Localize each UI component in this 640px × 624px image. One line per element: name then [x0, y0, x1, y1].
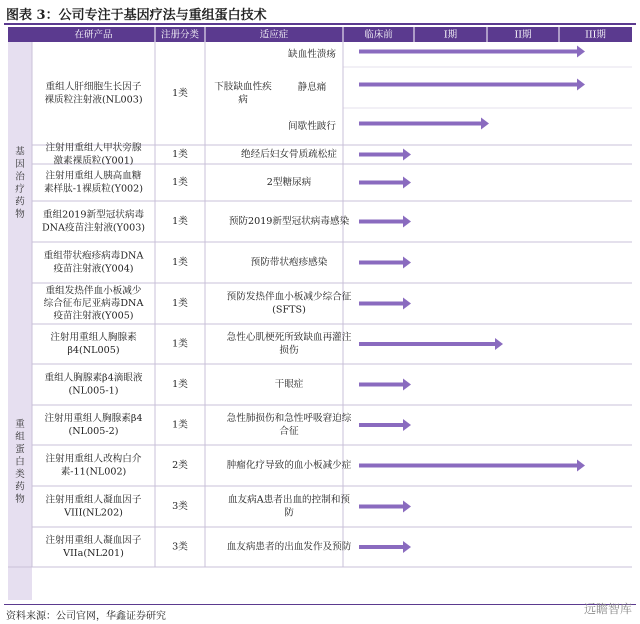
stage-arrow-head — [577, 79, 585, 91]
indication-text: 血友病患者的出血发作及预防 — [226, 541, 352, 553]
indication-text: 损伤 — [279, 344, 299, 356]
product-name: 注射用重组人改构白介 — [45, 453, 142, 465]
group-label-char: 重 — [15, 419, 25, 430]
indication-text: 预防发热伴血小板减少综合征 — [226, 291, 352, 303]
product-name: (NL005-2) — [68, 425, 119, 437]
source-note: 资料来源：公司官网，华鑫证券研究 — [6, 611, 166, 622]
stage-arrow — [359, 464, 578, 468]
stage-arrow — [359, 181, 404, 185]
product-name: 注射用重组人凝血因子 — [45, 494, 142, 506]
product-name: 疫苗注射液(Y005) — [53, 310, 134, 322]
column-header: 在研产品 — [74, 29, 113, 41]
product-name: 激素裸质粒(Y001) — [53, 155, 134, 167]
column-header: 注册分类 — [160, 29, 200, 41]
stage-arrow-head — [403, 149, 411, 161]
stage-arrow — [359, 505, 404, 509]
registration-class: 1类 — [172, 379, 188, 390]
registration-class: 1类 — [172, 298, 188, 309]
stage-arrow — [359, 50, 578, 54]
stage-arrow-head — [577, 46, 585, 58]
indication-text: 缺血性溃疡 — [288, 49, 336, 60]
product-name: 注射用重组人胸腺素 — [50, 332, 137, 344]
stage-arrow — [359, 545, 404, 549]
group-label-char: 因 — [15, 158, 25, 170]
indication-text: 绝经后妇女骨质疏松症 — [241, 149, 337, 160]
stage-arrow-head — [403, 541, 411, 553]
stage-arrow-head — [403, 501, 411, 513]
stage-arrow-head — [403, 419, 411, 431]
group-label-char: 蛋 — [15, 444, 25, 455]
product-name: 注射用重组人甲状旁腺 — [45, 142, 142, 154]
stage-arrow — [359, 83, 578, 87]
column-header: 适应症 — [259, 29, 289, 41]
group-label-char: 组 — [15, 431, 25, 443]
stage-arrow — [359, 423, 404, 427]
product-name: 重组人胸腺素β4滴眼液 — [44, 372, 143, 384]
registration-class: 2类 — [172, 460, 188, 471]
product-name: DNA疫苗注射液(Y003) — [41, 222, 146, 234]
indication-text: 预防2019新型冠状病毒感染 — [228, 216, 350, 227]
indication-text: (SFTS) — [272, 304, 306, 316]
product-name: 疫苗注射液(Y004) — [53, 263, 134, 275]
product-name: 重组带状疱疹病毒DNA — [43, 250, 144, 262]
indication-text: 肿瘤化疗导致的血小板减少症 — [226, 460, 352, 471]
indication-text: 干眼症 — [274, 379, 304, 390]
indication-text: 急性肺损伤和急性呼吸窘迫综 — [226, 413, 352, 425]
stage-arrow — [359, 220, 404, 224]
stage-arrow-head — [403, 298, 411, 310]
registration-class: 1类 — [172, 216, 188, 227]
indication-text: 血友病A患者出血的控制和预 — [227, 494, 351, 506]
product-name: 重组发热伴血小板减少 — [45, 285, 142, 297]
stage-arrow — [359, 261, 404, 265]
group-label-char: 治 — [15, 171, 25, 183]
product-name: 重组人肝细胞生长因子 — [45, 81, 142, 93]
registration-class: 1类 — [172, 177, 188, 188]
group-label-char: 药 — [15, 196, 25, 208]
registration-class: 1类 — [172, 338, 188, 350]
group-label-char: 药 — [15, 481, 25, 493]
stage-arrow-head — [577, 460, 585, 472]
indication-text: 静息痛 — [297, 82, 327, 93]
group-label-char: 疗 — [15, 183, 25, 195]
product-name: 重组2019新型冠状病毒 — [42, 209, 145, 221]
indication-group: 下肢缺血性疾 — [214, 81, 272, 93]
product-name: 注射用重组人胸腺素β4 — [44, 413, 143, 425]
indication-text: 防 — [284, 507, 294, 519]
column-header: I期 — [443, 29, 458, 41]
stage-arrow — [359, 342, 496, 346]
group-label-char: 基 — [15, 146, 25, 158]
registration-class: 3类 — [172, 501, 188, 512]
product-name: 素样肽-1裸质粒(Y002) — [43, 183, 144, 195]
product-name: VIII(NL202) — [64, 507, 123, 519]
stage-arrow — [359, 153, 404, 157]
watermark: 远瞻智库 — [583, 602, 632, 616]
product-name: VIIa(NL201) — [63, 547, 124, 559]
product-name: 裸质粒注射液(NL003) — [44, 94, 143, 106]
stage-arrow-head — [403, 379, 411, 391]
product-name: 素-11(NL002) — [60, 466, 127, 478]
indication-group: 病 — [238, 94, 248, 106]
group-label-char: 白 — [15, 456, 25, 468]
product-name: (NL005-1) — [68, 385, 119, 397]
stage-arrow — [359, 122, 482, 126]
registration-class: 1类 — [172, 419, 188, 431]
stage-arrow-head — [403, 177, 411, 189]
column-header: II期 — [514, 29, 532, 41]
registration-class: 1类 — [172, 149, 188, 160]
indication-text: 急性心肌梗死所致缺血再灌注 — [226, 332, 352, 344]
group-label-char: 类 — [15, 469, 25, 480]
stage-arrow-head — [403, 257, 411, 269]
group-label-char: 物 — [15, 208, 25, 220]
indication-text: 预防带状疱疹感染 — [250, 257, 328, 268]
indication-text: 间歇性跛行 — [288, 121, 336, 132]
registration-class: 1类 — [172, 88, 188, 99]
stage-arrow-head — [495, 338, 503, 350]
group-label-char: 物 — [15, 494, 25, 505]
column-header: III期 — [585, 29, 606, 41]
column-header: 临床前 — [364, 29, 393, 41]
stage-arrow — [359, 302, 404, 306]
chart-title: 图表 3：公司专注于基因疗法与重组蛋白技术 — [6, 8, 267, 23]
bottom-rule — [4, 604, 636, 605]
product-name: 注射用重组人胰高血糖 — [45, 170, 142, 182]
product-name: 注射用重组人凝血因子 — [45, 535, 142, 547]
product-name: β4(NL005) — [67, 344, 120, 356]
stage-arrow — [359, 383, 404, 387]
product-name: 综合征布尼亚病毒DNA — [43, 298, 144, 309]
stage-arrow-head — [481, 118, 489, 130]
registration-class: 3类 — [172, 541, 188, 553]
stage-arrow-head — [403, 216, 411, 228]
indication-text: 合征 — [279, 425, 299, 437]
indication-text: 2型糖尿病 — [266, 177, 312, 188]
registration-class: 1类 — [172, 257, 188, 268]
